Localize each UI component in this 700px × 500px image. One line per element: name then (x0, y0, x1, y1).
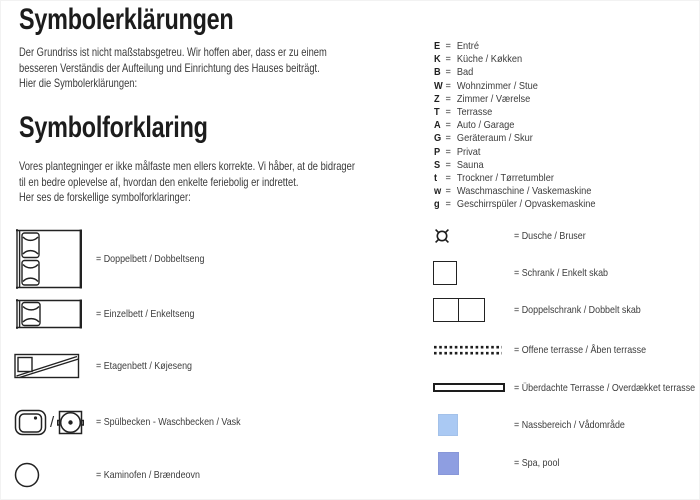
abbreviation-row (434, 66, 596, 79)
equals-sign: = (445, 185, 451, 198)
abbr-key: G (434, 132, 442, 145)
abbr-value: Entré (456, 40, 479, 52)
sink-icon (14, 409, 96, 436)
equals-sign: = (445, 119, 451, 132)
equals-sign: = (445, 79, 451, 92)
abbreviation-row (434, 146, 596, 159)
abbreviation-row (434, 132, 596, 145)
legend-row-covered-terrace (433, 382, 700, 393)
abbreviation-row (434, 159, 596, 172)
legend-label: = Überdachte Terrasse / Overdækket terrasse (514, 381, 696, 394)
intro-german (19, 45, 327, 92)
legend-label: = Kaminofen / Brændeovn (96, 469, 200, 481)
sink-separator: / (50, 413, 55, 431)
abbr-value: Privat (456, 145, 481, 158)
abbr-value: Bad (456, 66, 474, 79)
intro-german-line: Der Grundriss ist nicht maßstabsgetreu. Wir hoffen aber, dass er zu einem (19, 45, 327, 59)
bunk-bed-icon (14, 353, 96, 379)
wood-stove-icon (14, 462, 96, 488)
abbr-key: E (434, 40, 441, 52)
legend-row-double-bed (14, 229, 224, 289)
legend-label: = Doppelbett / Dobbeltseng (96, 253, 205, 265)
spa-pool-icon (433, 452, 514, 475)
open-terrace-icon (433, 345, 514, 356)
legend-label: = Einzelbett / Enkeltseng (96, 308, 195, 320)
abbr-key: A (434, 119, 441, 132)
abbr-value: Geschirrspüler / Opvaskemaskine (456, 198, 596, 211)
legend-label: = Spülbecken - Waschbecken / Vask (96, 416, 241, 428)
equals-sign: = (445, 198, 451, 211)
abbr-key: S (434, 158, 441, 171)
intro-danish-line: Vores plantegninger er ikke målfaste men ellers korrekte. Vi håber, at de bidrager (19, 159, 355, 173)
abbreviation-row (434, 106, 596, 119)
single-bed-icon (14, 299, 96, 329)
wet-area-icon (433, 414, 514, 436)
abbr-value: Trockner / Tørretumbler (456, 171, 554, 184)
intro-danish-line: til en bedre oplevelse af, hvordan den enkelte feriebolig er indrettet. (19, 174, 299, 189)
abbreviation-row (434, 185, 596, 198)
legend-row-sink (14, 408, 266, 436)
legend-label: = Etagenbett / Køjeseng (96, 360, 193, 372)
abbreviation-row (434, 198, 596, 211)
intro-danish (19, 159, 355, 206)
abbreviation-row (434, 172, 596, 185)
abbreviation-list (434, 40, 618, 211)
legend-row-closet (433, 260, 625, 286)
abbr-value: Terrasse (456, 105, 493, 118)
legend-row-shower (433, 225, 598, 247)
legend-row-single-bed (14, 299, 212, 329)
legend-label: = Doppelschrank / Dobbelt skab (514, 304, 641, 316)
equals-sign: = (445, 40, 451, 52)
equals-sign: = (445, 145, 451, 158)
abbr-key: W (434, 79, 443, 92)
abbr-value: Wohnzimmer / Stue (456, 79, 538, 92)
page-title-danish: Symbolforklaring (19, 111, 208, 144)
double-bed-icon (14, 229, 96, 289)
legend-label: = Nassbereich / Vådområde (514, 419, 625, 431)
legend-label: = Schrank / Enkelt skab (514, 267, 609, 279)
abbr-value: Zimmer / Værelse (456, 92, 531, 105)
legend-row-wood-stove (14, 462, 218, 488)
legend-row-double-closet (433, 297, 663, 323)
legend-label: = Offene terrasse / Åben terrasse (514, 344, 647, 356)
abbr-value: Küche / Køkken (456, 53, 523, 66)
abbr-value: Sauna (456, 158, 484, 171)
abbreviation-row (434, 53, 596, 66)
abbr-value: Geräteraum / Skur (456, 132, 533, 145)
equals-sign: = (445, 171, 451, 184)
equals-sign: = (445, 105, 451, 118)
abbr-key: K (434, 53, 441, 66)
legend-row-wet-area (433, 412, 644, 438)
abbr-key: T (434, 105, 440, 118)
legend-row-bunk-bed (14, 353, 209, 379)
double-closet-icon (433, 298, 514, 322)
intro-german-line: besseren Verständis der Aufteilung und Einrichtung des Hauses beiträgt. (19, 60, 320, 75)
abbreviation-row (434, 93, 596, 106)
legend-label: = Dusche / Bruser (514, 230, 586, 242)
legend-row-spa-pool (433, 450, 567, 476)
abbr-key: P (434, 145, 441, 158)
abbreviation-row (434, 80, 596, 93)
legend-label: = Spa, pool (514, 457, 560, 469)
abbr-key: g (434, 198, 440, 211)
equals-sign: = (445, 92, 451, 105)
abbr-value: Waschmaschine / Vaskemaskine (456, 185, 592, 198)
equals-sign: = (445, 132, 451, 145)
equals-sign: = (445, 158, 451, 171)
round-sink-icon (57, 409, 84, 436)
equals-sign: = (445, 66, 451, 79)
abbreviation-row (434, 40, 596, 53)
abbr-value: Auto / Garage (456, 119, 515, 132)
intro-danish-line: Her ses de forskellige symbolforklaringer: (19, 190, 191, 204)
legend-row-open-terrace (433, 344, 669, 356)
abbr-key: t (434, 171, 438, 184)
intro-german-line: Hier die Symbolerklärungen: (19, 76, 138, 90)
abbreviation-row (434, 119, 596, 132)
abbr-key: Z (434, 92, 440, 105)
abbr-key: w (434, 185, 442, 198)
abbr-key: B (434, 66, 441, 79)
equals-sign: = (445, 53, 451, 66)
covered-terrace-icon (433, 383, 514, 392)
shower-icon (433, 227, 514, 245)
page-title-german: Symbolerklärungen (19, 3, 234, 36)
closet-icon (433, 261, 514, 285)
